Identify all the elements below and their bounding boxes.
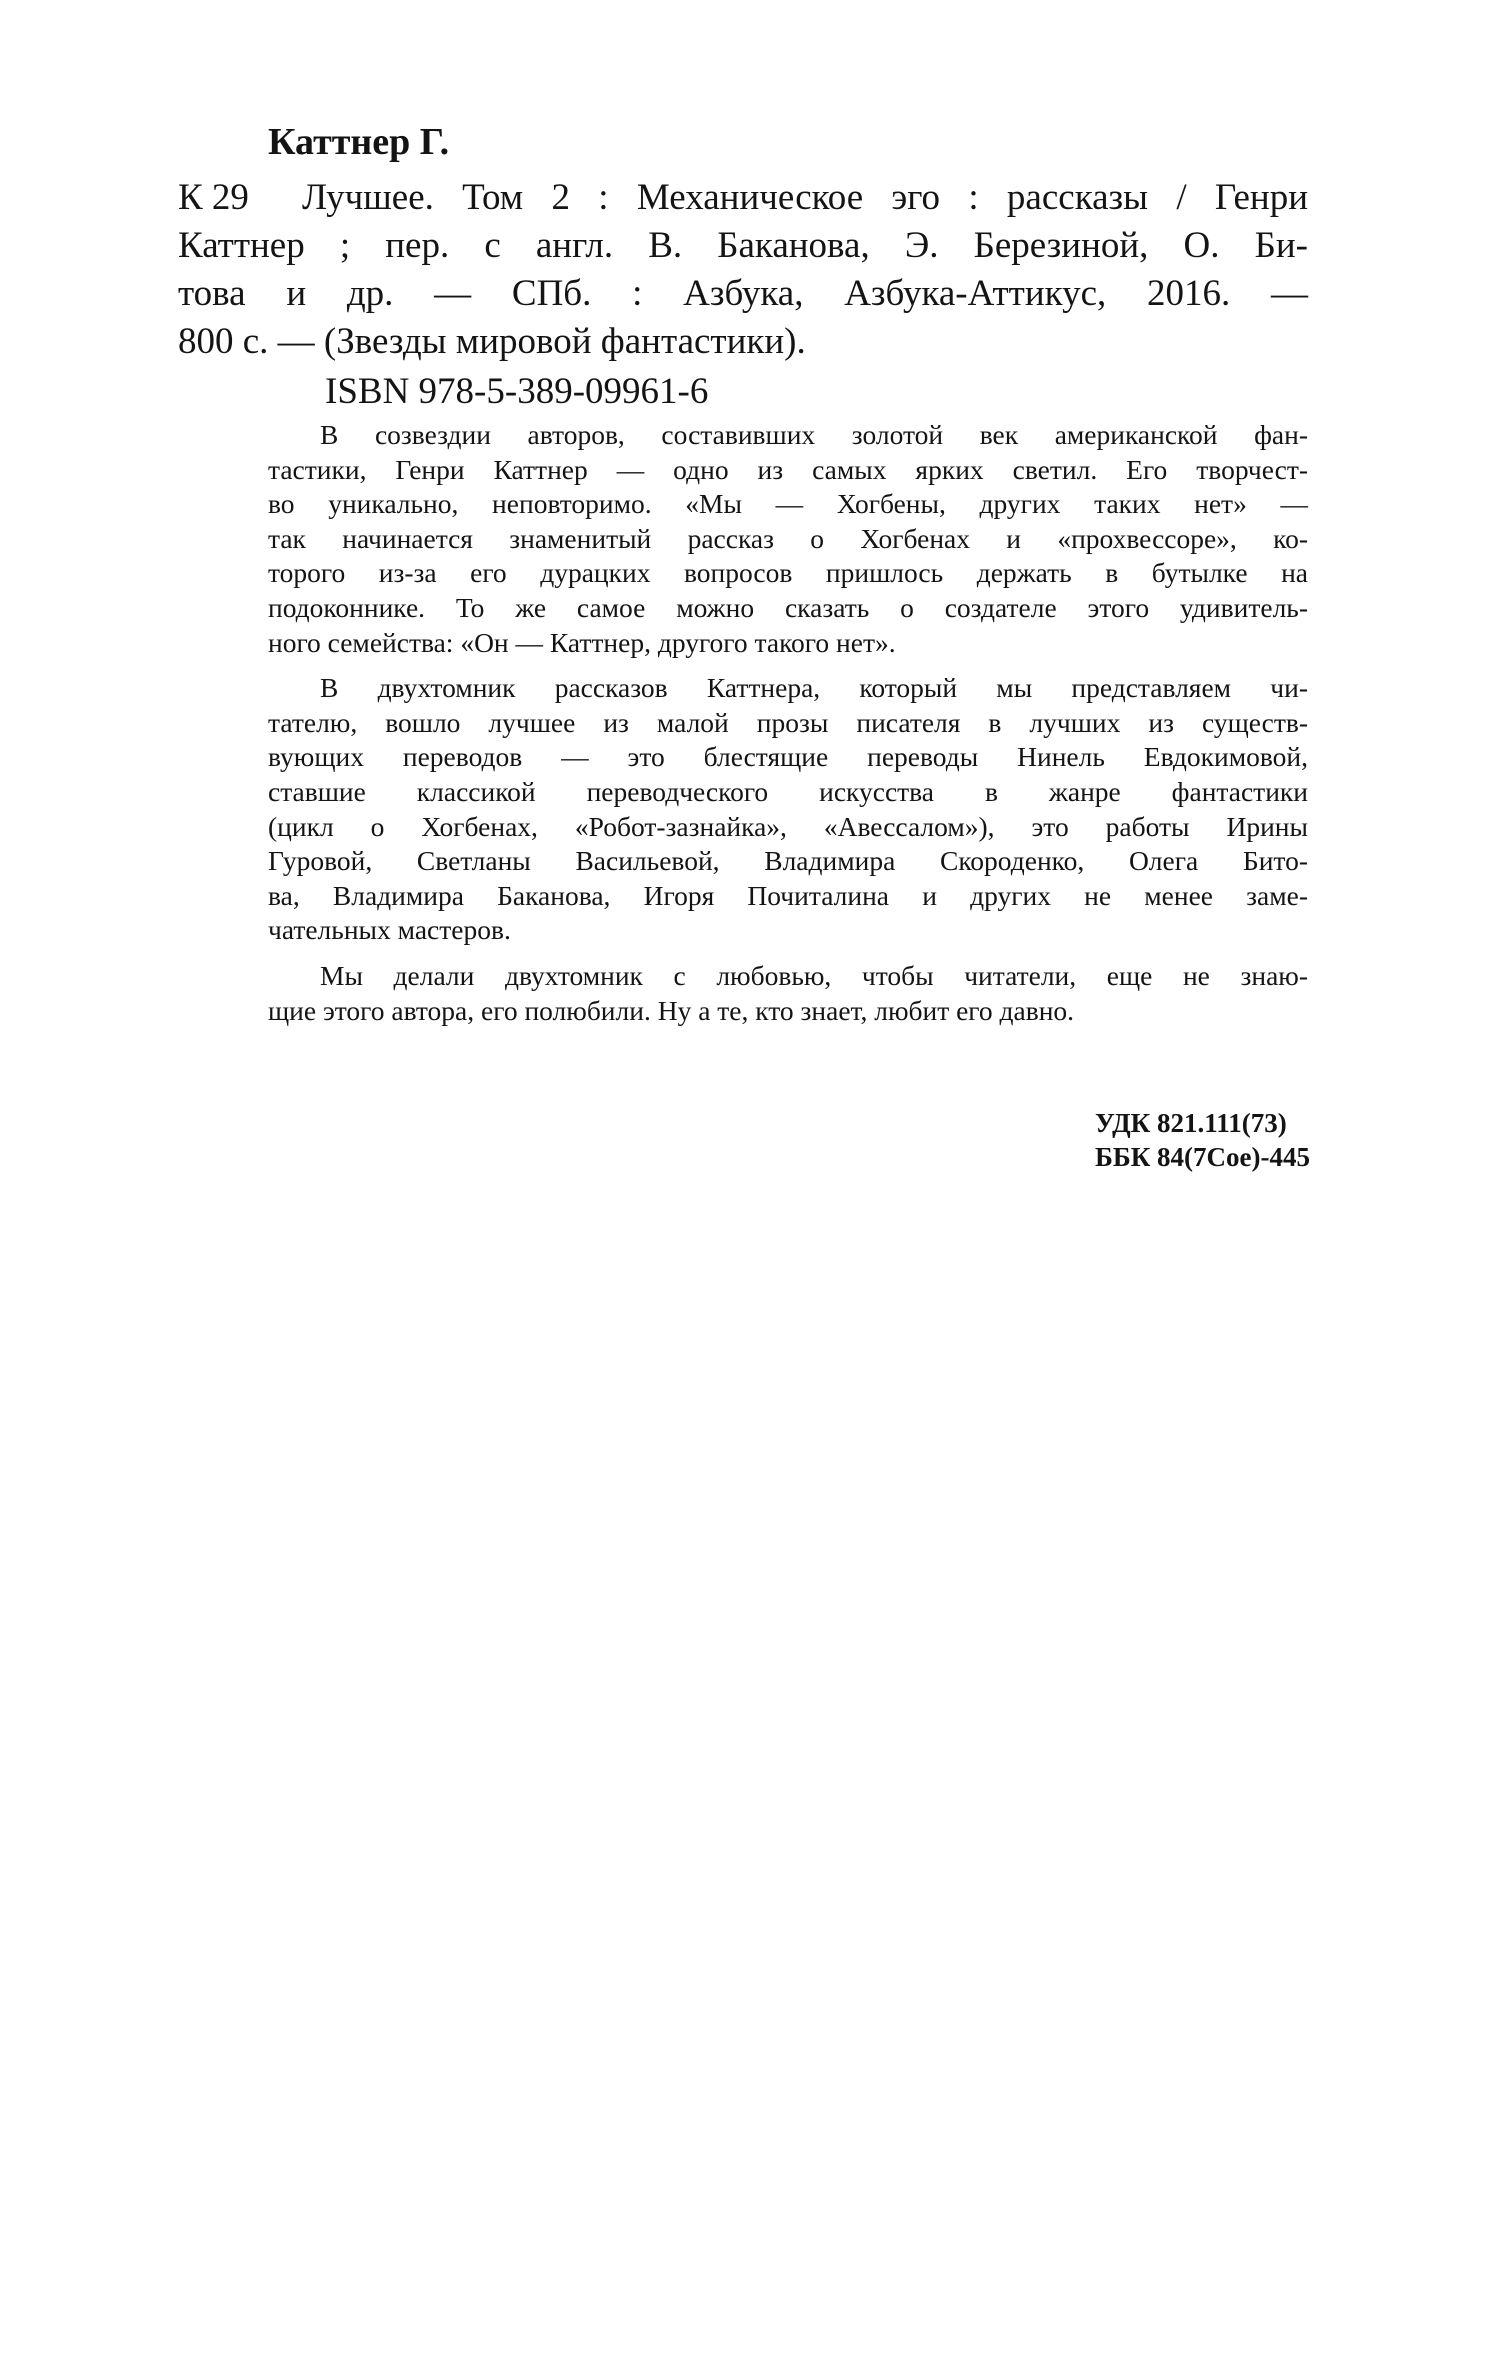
annotation-line: (цикл о Хогбенах, «Робот-зазнайка», «Авессалом»), это работы Ирины <box>268 810 1308 842</box>
entry-line: това и др. — СПб. : Азбука, Азбука-Аттикус, 2016. — <box>178 273 1308 314</box>
annotation-line: чательных мастеров. <box>268 914 511 946</box>
bibliographic-entry <box>178 174 1308 366</box>
annotation-line: В созвездии авторов, составивших золотой век американской фан- <box>320 419 1308 450</box>
annotation-line: В двухтомник рассказов Каттнера, который мы представляем чи- <box>320 672 1308 704</box>
entry-line: Лучшее. Том 2 : Механическое эго : рассказы / Генри <box>302 177 1308 218</box>
annotation-line: ва, Владимира Баканова, Игоря Почиталина и других не менее замe- <box>268 879 1308 911</box>
annotation-line: тателю, вошло лучшее из малой прозы писателя в лучших из существ- <box>268 706 1308 738</box>
entry-line: Каттнер ; пер. с англ. В. Баканова, Э. Березиной, О. Би- <box>178 225 1308 266</box>
annotation-line: ставшие классикой переводческого искусства в жанре фантастики <box>268 775 1308 807</box>
author-heading: Каттнер Г. <box>268 121 450 163</box>
annotation-line: подоконнике. То же самое можно сказать о создателе этого удивитель- <box>268 591 1308 623</box>
annotation-line: вующих переводов — это блестящие переводы Нинель Евдокимовой, <box>268 741 1308 773</box>
entry-line: 800 с. — (Звезды мировой фантастики). <box>178 321 806 362</box>
catalog-code: К 29 <box>178 177 249 218</box>
annotation-line: торого из-за его дурацких вопросов пришлось держать в бутылке на <box>268 557 1308 589</box>
annotation-line: ного семейства: «Он — Каттнер, другого такого нет». <box>268 626 896 658</box>
annotation-paragraph <box>268 959 1308 1028</box>
annotation-line: Гуровой, Светланы Васильевой, Владимира Скороденко, Олега Бито- <box>268 845 1308 877</box>
annotation-line: щие этого автора, его полюбили. Ну а те, кто знает, любит его давно. <box>268 994 1075 1026</box>
annotation-line: во уникально, неповторимо. «Мы — Хогбены, других таких нет» — <box>268 488 1308 520</box>
annotation-paragraph <box>268 671 1308 948</box>
bbk-code: ББК 84(7Сое)-445 <box>1095 1142 1310 1172</box>
classification-codes <box>1095 1106 1310 1174</box>
annotation <box>268 418 1308 1039</box>
annotation-line: Мы делали двухтомник с любовью, чтобы читатели, еще не знаю- <box>320 959 1308 991</box>
annotation-line: так начинается знаменитый рассказ о Хогбенах и «прохвессоре», ко- <box>268 522 1308 554</box>
isbn: ISBN 978-5-389-09961-6 <box>325 371 709 412</box>
annotation-line: тастики, Генри Каттнер — одно из самых ярких светил. Его творчест- <box>268 453 1308 485</box>
udk-code: УДК 821.111(73) <box>1095 1108 1287 1138</box>
annotation-paragraph <box>268 418 1308 660</box>
